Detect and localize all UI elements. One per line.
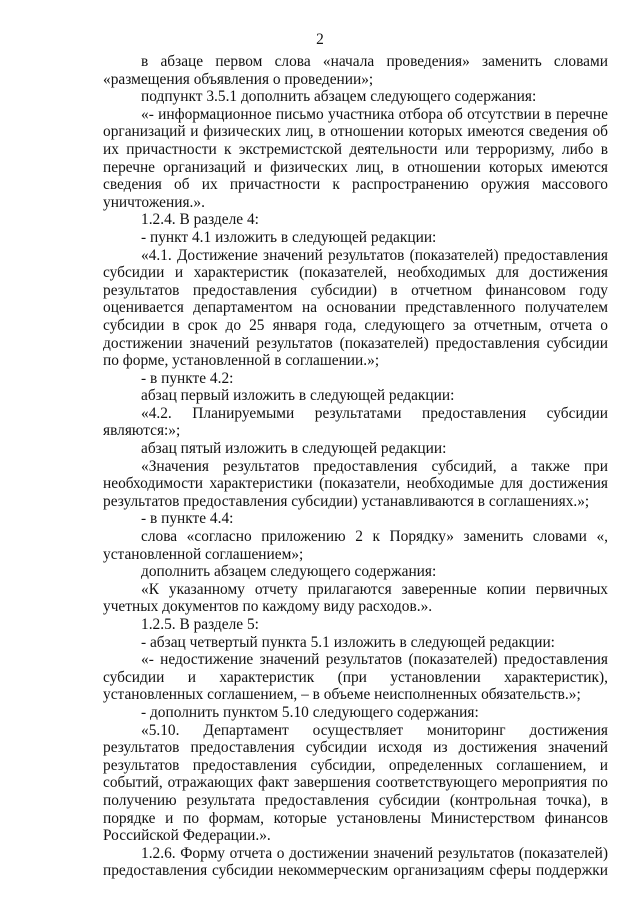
paragraph-5: - пункт 4.1 изложить в следующей редакции: xyxy=(141,228,437,246)
paragraph-7: - в пункте 4.2: xyxy=(141,369,234,387)
page-number: 2 xyxy=(316,31,324,48)
paragraph-19: - дополнить пунктом 5.10 следующего содержания: xyxy=(141,703,479,721)
paragraph-3: «- информационное письмо участника отбора об отсутствии в перечне организаций и физических лиц, в отношении которых имеются сведения об их причастности к экстремистской деятельности или терроризму, либо в перечне организаций и физических лиц, в отношении которых имеются сведения об их причастности к распространению оружия массового уничтожения.». xyxy=(103,105,608,211)
paragraph-14: дополнить абзацем следующего содержания: xyxy=(141,563,437,581)
paragraph-17: - абзац четвертый пункта 5.1 изложить в следующей редакции: xyxy=(141,633,555,651)
paragraph-13: слова «согласно приложению 2 к Порядку» заменить словами «, установленной соглашением»; xyxy=(103,528,608,563)
paragraph-21: 1.2.6. Форму отчета о достижении значений результатов (показателей) предоставления субсидии некоммерческим организациям сферы поддержки xyxy=(103,844,608,880)
paragraph-15: «К указанному отчету прилагаются заверенные копии первичных учетных документов по каждому виду расходов.». xyxy=(103,580,608,616)
document-body xyxy=(103,53,608,880)
paragraph-16: 1.2.5. В разделе 5: xyxy=(141,616,259,633)
paragraph-1: в абзаце первом слова «начала проведения» заменить словами «размещения объявления о проведении»; xyxy=(103,53,608,88)
paragraph-18: «- недостижение значений результатов (показателей) предоставления субсидии и характеристик (при установлении характеристик), установленных соглашением, – в объеме неисполненных обязательств.»; xyxy=(103,651,608,704)
paragraph-10: абзац пятый изложить в следующей редакции: xyxy=(141,440,447,458)
paragraph-20: «5.10. Департамент осуществляет мониторинг достижения результатов предоставления субсидии исходя из достижения значений результатов предоставления субсидии, определенных соглашением, и событий, отражающих факт завершения соответствующего мероприятия по получению результата предоставления субсидии (контрольная точка), в порядке и по формам, которые установлены Министерством финансов Российской Федерации.». xyxy=(103,721,608,845)
paragraph-4: 1.2.4. В разделе 4: xyxy=(141,211,259,229)
paragraph-2: подпункт 3.5.1 дополнить абзацем следующего содержания: xyxy=(141,88,537,106)
paragraph-9: «4.2. Планируемыми результатами предоставления субсидии являются:»; xyxy=(103,404,608,440)
paragraph-6: «4.1. Достижение значений результатов (показателей) предоставления субсидии и характеристик (показателей, необходимых для достижения результатов предоставления субсидии) в отчетном финансовом году оценивается департаментом на основании представленного получателем субсидии в срок до 25 января года, следующего за отчетным, отчета о достижении значений результатов (показателей) предоставления субсидии по форме, установленной в соглашении.»; xyxy=(103,246,608,370)
paragraph-12: - в пункте 4.4: xyxy=(141,510,234,528)
paragraph-11: «Значения результатов предоставления субсидий, а также при необходимости характеристики (показатели, необходимые для достижения результатов предоставления субсидии) устанавливаются в соглашениях.»; xyxy=(103,457,608,510)
paragraph-8: абзац первый изложить в следующей редакции: xyxy=(141,387,455,405)
